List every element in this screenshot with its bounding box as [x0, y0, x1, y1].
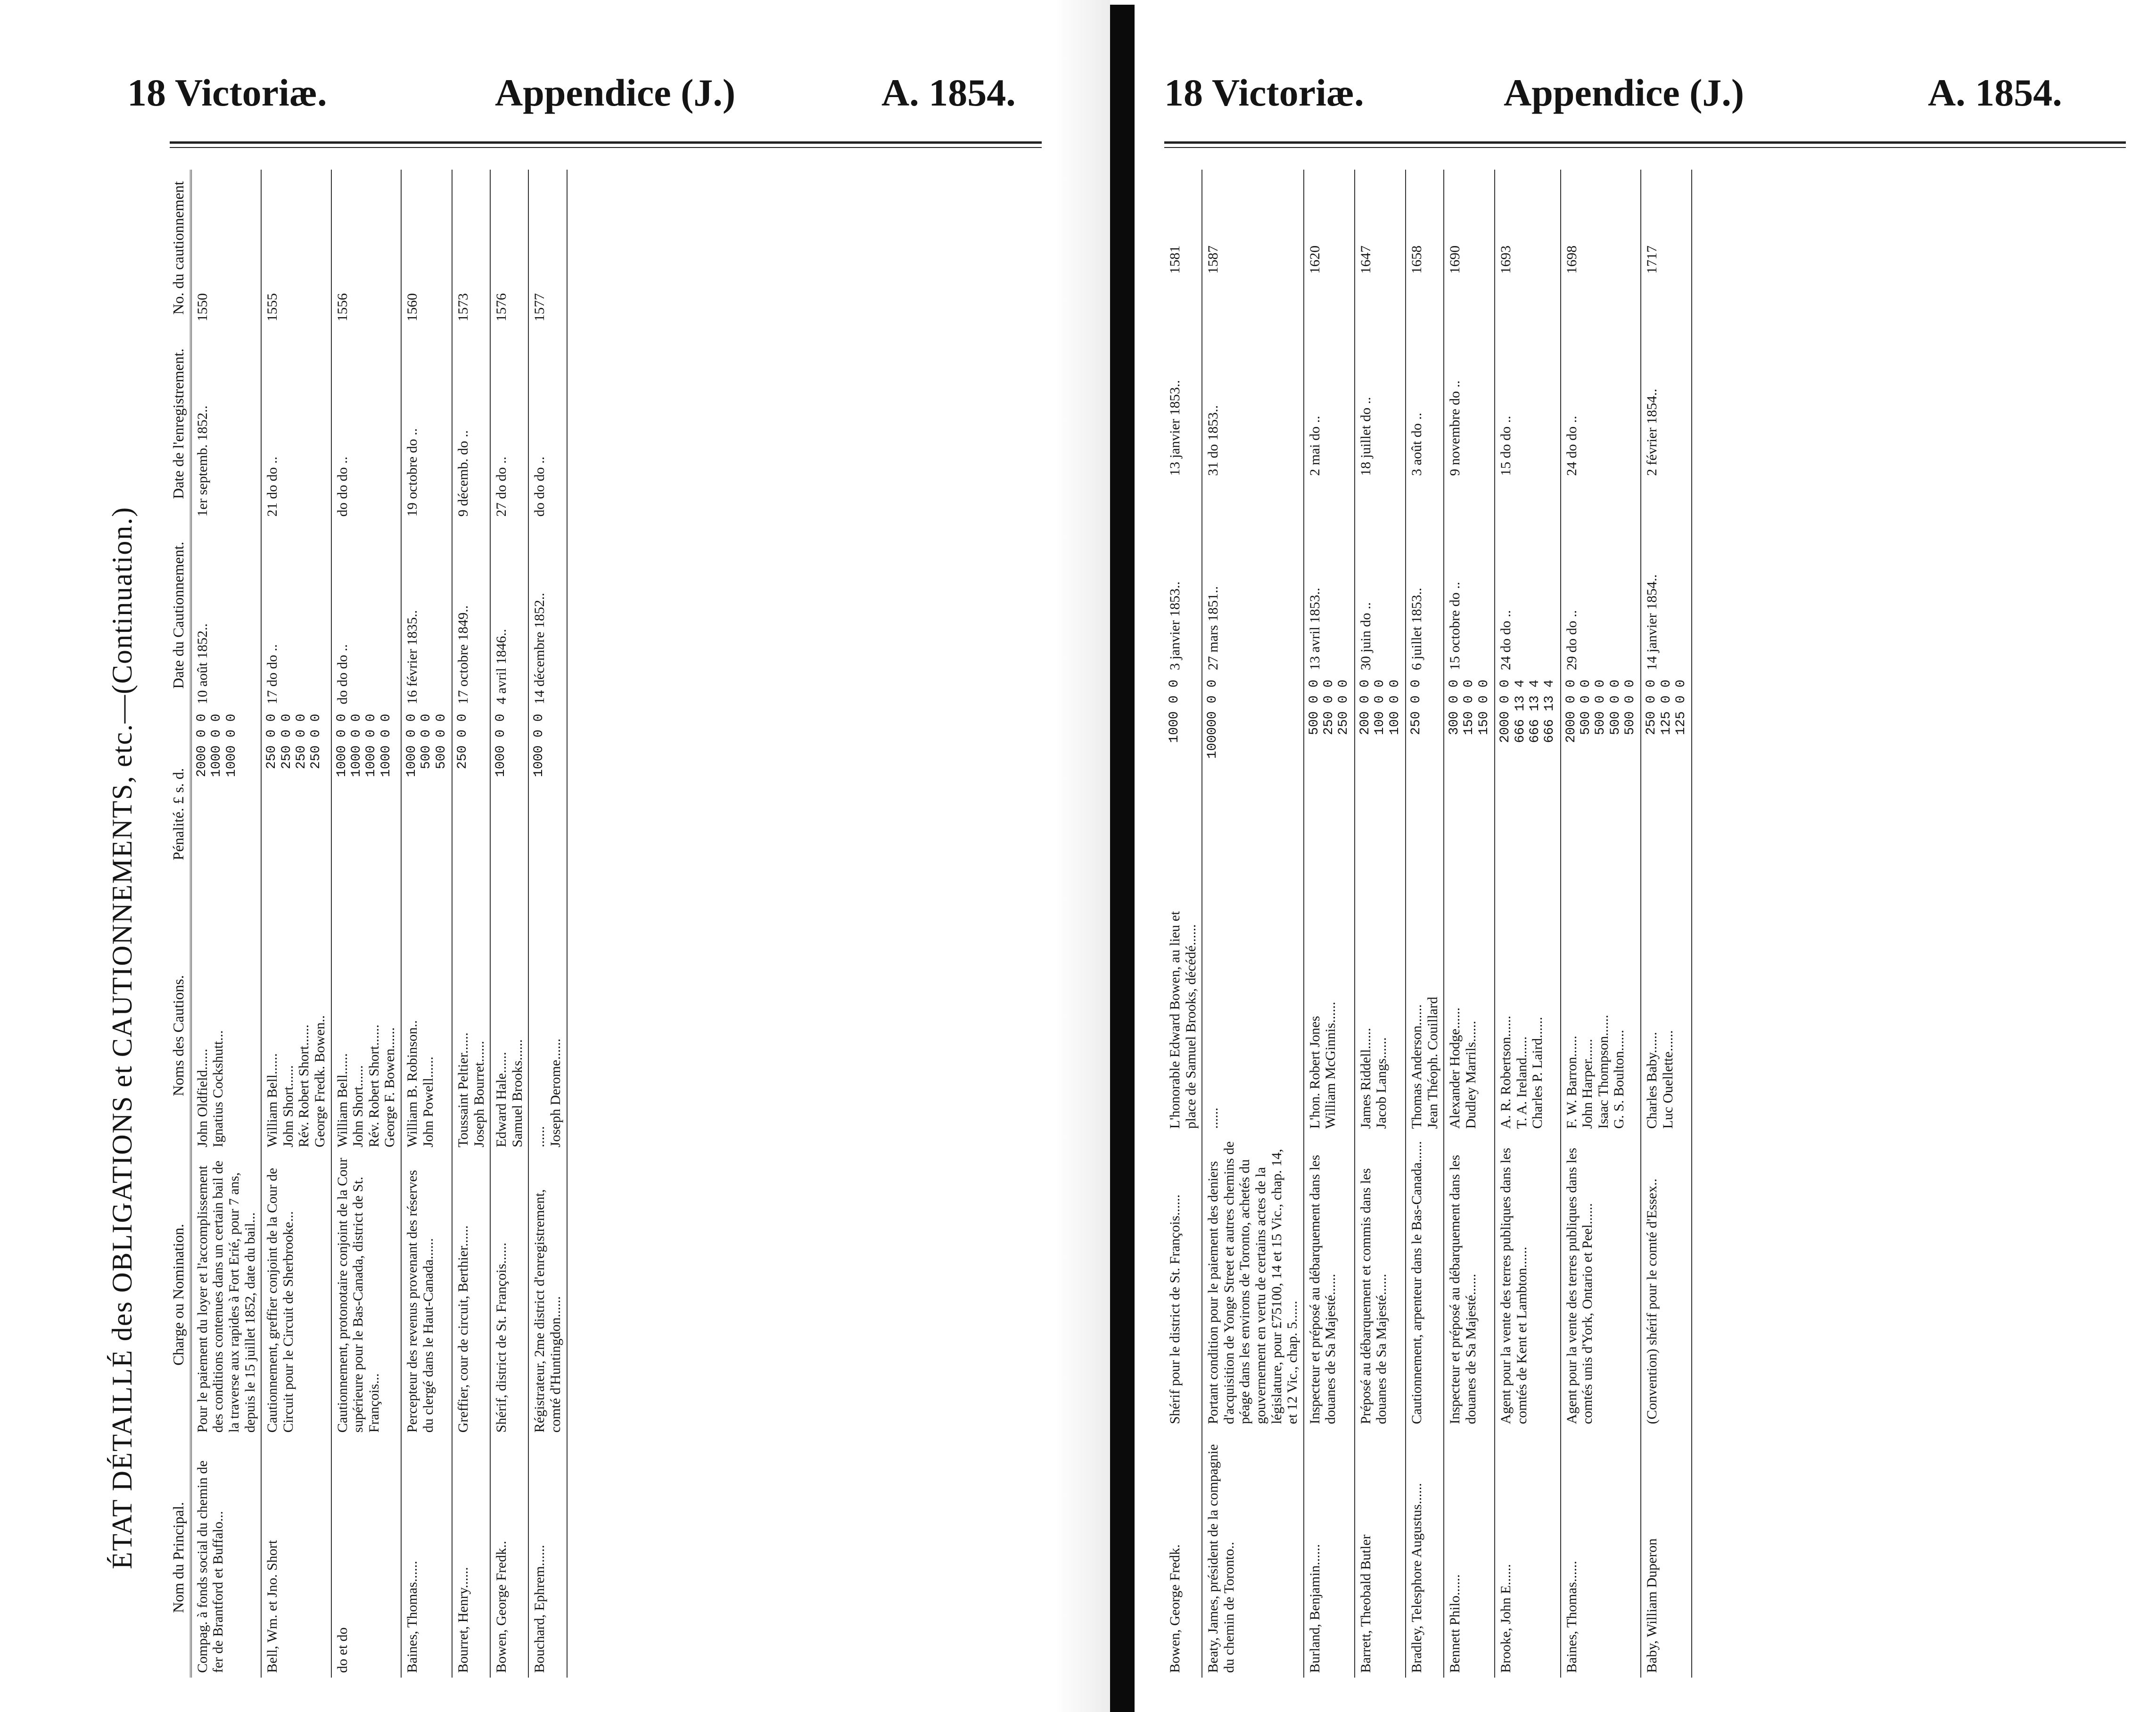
penalite-cell — [528, 709, 567, 919]
date-enregistrement-cell — [1495, 279, 1560, 481]
numero-cell — [1495, 170, 1560, 279]
principal-cell — [331, 1437, 401, 1678]
cautions-cell — [191, 919, 261, 1152]
left-page — [0, 0, 1061, 1712]
date-cautionnement-cell-text: 17 do do .. — [264, 644, 280, 704]
right-header-year: A. 1854. — [1928, 71, 2062, 114]
penalite-cell-text: 250 0 0 — [1408, 680, 1424, 735]
cautions-cell — [1202, 893, 1304, 1133]
date-enregistrement-cell-text: 15 do do .. — [1498, 416, 1514, 476]
date-enregistrement-cell — [401, 326, 452, 521]
numero-cell-text: 1576 — [494, 293, 510, 322]
principal-cell-text: Beaty, James, président de la compagnie du chemin de Toronto.. — [1205, 1444, 1237, 1673]
date-cautionnement-cell — [401, 521, 452, 709]
table-row — [1641, 170, 1692, 1678]
date-enregistrement-cell — [1164, 279, 1202, 481]
cautions-cell-text: Alexander Hodge...... Dudley Marrils...... — [1447, 1007, 1479, 1129]
numero-cell-text: 1690 — [1447, 245, 1463, 274]
cautions-cell-text: L'hon. Robert Jones William McGinnis...... — [1307, 1001, 1339, 1129]
left-header-rule — [170, 141, 1042, 144]
date-enregistrement-cell — [331, 326, 401, 521]
col-date-cautionnement: Date du Cautionnement. — [167, 521, 191, 709]
penalite-cell-text: 1000 0 0 — [1167, 680, 1182, 743]
cautions-cell-text: John Oldfield...... Ignatius Cockshutt... — [194, 1030, 226, 1147]
numero-cell-text: 1693 — [1498, 245, 1514, 274]
principal-cell-text: Bennett Philo...... — [1447, 1574, 1463, 1673]
left-obligations-table — [167, 170, 568, 1678]
date-enregistrement-cell-text: do do do .. — [532, 456, 548, 517]
table-row — [1444, 170, 1495, 1678]
principal-cell — [261, 1437, 331, 1678]
date-enregistrement-cell — [1355, 279, 1406, 481]
right-header-regnal-year: 18 Victoriæ. — [1164, 71, 1364, 114]
date-cautionnement-cell — [331, 521, 401, 709]
date-enregistrement-cell-text: 18 juillet do .. — [1358, 397, 1374, 476]
charge-cell-text: Pour le paiement du loyer et l'accomplissement des conditions contenues dans un certain bail de la traverse aux rapides à Fort Erié, pour 7 ans, depuis le 15 juillet 1852, date du bail... — [194, 1160, 258, 1433]
penalite-cell-text: 1000 0 0 — [532, 713, 547, 778]
date-cautionnement-cell — [1355, 481, 1406, 675]
principal-cell — [1406, 1429, 1444, 1678]
principal-cell — [452, 1437, 490, 1678]
right-header-rule — [1164, 141, 2126, 144]
charge-cell-text: Cautionnement, greffier conjoint de la Cour de Circuit pour le Circuit de Sherbrooke... — [264, 1168, 296, 1433]
penalite-cell — [1355, 675, 1406, 893]
penalite-cell — [401, 709, 452, 919]
numero-cell-text: 1550 — [194, 293, 210, 322]
date-enregistrement-cell — [1641, 279, 1692, 481]
penalite-cell — [1406, 675, 1444, 893]
cautions-cell — [1444, 893, 1495, 1133]
cautions-cell-text: James Riddell...... Jacob Langs...... — [1358, 1028, 1390, 1129]
numero-cell — [1444, 170, 1495, 279]
penalite-cell-text: 250 0 0 125 0 0 125 0 0 — [1644, 680, 1689, 735]
principal-cell-text: Barrett, Theobald Butler — [1358, 1534, 1374, 1673]
date-cautionnement-cell — [261, 521, 331, 709]
date-enregistrement-cell-text: 3 août do .. — [1408, 412, 1424, 476]
charge-cell — [1355, 1133, 1406, 1429]
date-cautionnement-cell-text: 13 avril 1853.. — [1307, 588, 1323, 671]
principal-cell-text: Baby, William Duperon — [1644, 1538, 1660, 1673]
numero-cell — [331, 170, 401, 326]
date-cautionnement-cell-text: 14 décembre 1852.. — [532, 593, 548, 704]
table-row — [261, 170, 331, 1678]
numero-cell — [1202, 170, 1304, 279]
principal-cell — [1561, 1429, 1641, 1678]
principal-cell-text: Compag. à fonds social du chemin de fer de Brantford et Buffalo... — [194, 1460, 226, 1673]
principal-cell — [1202, 1429, 1304, 1678]
date-cautionnement-cell-text: 27 mars 1851.. — [1205, 586, 1221, 671]
cautions-cell-text: L'honorable Edward Bowen, au lieu et place de Samuel Brooks, décédé...... — [1167, 911, 1199, 1129]
right-table-body — [1164, 170, 1692, 1678]
numero-cell-text: 1620 — [1307, 245, 1323, 274]
charge-cell-text: Cautionnement, protonotaire conjoint de la Cour supérieure pour le Bas-Canada, district de St. François... — [334, 1157, 382, 1433]
date-cautionnement-cell-text: do do do .. — [334, 644, 350, 704]
table-row — [1406, 170, 1444, 1678]
cautions-cell-text: ...... — [1205, 1107, 1221, 1129]
numero-cell — [401, 170, 452, 326]
charge-cell — [1444, 1133, 1495, 1429]
charge-cell — [1641, 1133, 1692, 1429]
date-cautionnement-cell — [452, 521, 490, 709]
table-row — [401, 170, 452, 1678]
numero-cell — [1355, 170, 1406, 279]
left-table-body — [191, 170, 567, 1678]
principal-cell-text: Baines, Thomas...... — [404, 1561, 420, 1673]
col-penalite: Pénalité. £ s. d. — [167, 709, 191, 919]
date-cautionnement-cell-text: 29 do do .. — [1564, 610, 1580, 671]
table-row — [1202, 170, 1304, 1678]
table-row — [490, 170, 528, 1678]
charge-cell — [490, 1152, 528, 1437]
cautions-cell-text: William Bell...... John Short...... Rév. Robert Short...... George F. Bowen...... — [334, 1024, 398, 1147]
charge-cell — [1202, 1133, 1304, 1429]
date-cautionnement-cell — [1304, 481, 1355, 675]
principal-cell-text: do et do — [334, 1627, 350, 1673]
date-enregistrement-cell-text: 1er septemb. 1852.. — [194, 405, 210, 517]
charge-cell — [261, 1152, 331, 1437]
charge-cell-text: (Convention) shérif pour le comté d'Essex.. — [1644, 1179, 1660, 1425]
charge-cell — [1561, 1133, 1641, 1429]
date-cautionnement-cell-text: 3 janvier 1853.. — [1167, 581, 1183, 671]
cautions-cell — [261, 919, 331, 1152]
table-row — [1304, 170, 1355, 1678]
col-cautions: Noms des Cautions. — [167, 919, 191, 1152]
cautions-cell — [490, 919, 528, 1152]
numero-cell — [1406, 170, 1444, 279]
charge-cell-text: Régistrateur, 2me district d'enregistrement, comté d'Huntingdon...... — [532, 1189, 563, 1433]
principal-cell-text: Bourret, Henry...... — [455, 1567, 471, 1673]
date-cautionnement-cell-text: 24 do do .. — [1498, 610, 1514, 671]
date-enregistrement-cell-text: 27 do do .. — [494, 456, 510, 517]
date-enregistrement-cell — [1304, 279, 1355, 481]
cautions-cell-text: F. W. Barron...... John Harper...... Isaac Thompson...... G. S. Boulton...... — [1564, 1015, 1627, 1129]
cautions-cell — [1561, 893, 1641, 1133]
charge-cell-text: Portant condition pour le paiement des deniers d'acquisition de Yonge Street et autres chemins de péage dans les environs de Toronto, achetés du gouvernement en vertu de certains actes de la législature, pour £75100, 14 et 15 Vic., chap. 14, et 12 Vic., chap. 5...... — [1205, 1141, 1300, 1425]
cautions-cell-text: ...... Joseph Derome...... — [532, 1038, 563, 1147]
left-table-header-row — [167, 170, 191, 1678]
penalite-cell-text: 1000 0 0 1000 0 0 1000 0 0 1000 0 0 — [334, 713, 394, 778]
left-header-year: A. 1854. — [881, 71, 1016, 114]
cautions-cell — [1406, 893, 1444, 1133]
penalite-cell-text: 200 0 0 100 0 0 100 0 0 — [1358, 680, 1402, 735]
left-header-regnal-year: 18 Victoriæ. — [127, 71, 327, 114]
date-enregistrement-cell-text: 2 mai do .. — [1307, 416, 1323, 476]
charge-cell — [331, 1152, 401, 1437]
principal-cell — [1641, 1429, 1692, 1678]
charge-cell-text: Shérif, district de St. François...... — [494, 1242, 510, 1433]
cautions-cell — [528, 919, 567, 1152]
charge-cell-text: Percepteur des revenus provenant des réserves du clergé dans le Haut-Canada...... — [404, 1170, 436, 1433]
col-principal: Nom du Principal. — [167, 1437, 191, 1678]
date-cautionnement-cell — [1444, 481, 1495, 675]
table-row — [528, 170, 567, 1678]
date-enregistrement-cell-text: do do do .. — [334, 456, 350, 517]
cautions-cell — [1641, 893, 1692, 1133]
date-cautionnement-cell — [191, 521, 261, 709]
penalite-cell-text: 2000 0 0 500 0 0 500 0 0 500 0 0 500 0 0 — [1564, 680, 1638, 743]
penalite-cell — [452, 709, 490, 919]
cautions-cell — [331, 919, 401, 1152]
principal-cell — [528, 1437, 567, 1678]
numero-cell-text: 1698 — [1564, 245, 1580, 274]
penalite-cell-text: 2000 0 0 666 13 4 666 13 4 666 13 4 — [1498, 680, 1557, 743]
principal-cell-text: Brooke, John E...... — [1498, 1564, 1514, 1673]
cautions-cell-text: Charles Baby...... Luc Ouellette...... — [1644, 1030, 1676, 1129]
col-charge: Charge ou Nomination. — [167, 1152, 191, 1437]
penalite-cell-text: 1000 0 0 — [494, 713, 509, 778]
right-header-appendix: Appendice (J.) — [1504, 71, 1745, 114]
col-numero: No. du cautionnement — [167, 170, 191, 326]
penalite-cell — [1495, 675, 1560, 893]
charge-cell-text: Agent pour la vente des terres publiques dans les comtés unis d'York, Ontario et Peel...... — [1564, 1147, 1596, 1425]
cautions-cell-text: Toussaint Peltier...... Joseph Bourret...... — [455, 1032, 487, 1147]
principal-cell-text: Bowen, George Fredk.. — [494, 1540, 510, 1673]
principal-cell — [401, 1437, 452, 1678]
charge-cell-text: Agent pour la vente des terres publiques dans les comtés de Kent et Lambton...... — [1498, 1147, 1530, 1425]
charge-cell-text: Préposé au débarquement et commis dans les douanes de Sa Majesté...... — [1358, 1168, 1390, 1425]
charge-cell — [1495, 1133, 1560, 1429]
penalite-cell — [1561, 675, 1641, 893]
date-cautionnement-cell-text: 6 juillet 1853.. — [1408, 588, 1424, 671]
principal-cell — [191, 1437, 261, 1678]
numero-cell — [452, 170, 490, 326]
date-enregistrement-cell — [261, 326, 331, 521]
charge-cell-text: Greffier, cour de circuit, Berthier...... — [455, 1225, 471, 1433]
table-row — [1164, 170, 1202, 1678]
numero-cell — [1561, 170, 1641, 279]
principal-cell — [1444, 1429, 1495, 1678]
date-enregistrement-cell-text: 24 do do .. — [1564, 416, 1580, 476]
cautions-cell-text: Edward Hale...... Samuel Brooks...... — [494, 1039, 525, 1147]
numero-cell-text: 1577 — [532, 293, 548, 322]
date-cautionnement-cell — [1164, 481, 1202, 675]
penalite-cell — [1304, 675, 1355, 893]
penalite-cell-text: 250 0 0 250 0 0 250 0 0 250 0 0 — [264, 713, 324, 770]
cautions-cell-text: William Bell...... John Short...... Rév. Robert Short...... George Fredk. Bowen.. — [264, 1015, 328, 1147]
cautions-cell — [1164, 893, 1202, 1133]
charge-cell — [1406, 1133, 1444, 1429]
numero-cell-text: 1658 — [1408, 245, 1424, 274]
date-enregistrement-cell-text: 9 décemb. do .. — [455, 430, 471, 517]
table-row — [1355, 170, 1406, 1678]
gutter-shadow — [1056, 0, 1110, 1712]
principal-cell — [1355, 1429, 1406, 1678]
date-cautionnement-cell — [1641, 481, 1692, 675]
date-enregistrement-cell — [490, 326, 528, 521]
date-enregistrement-cell-text: 2 février 1854.. — [1644, 388, 1660, 476]
charge-cell-text: Inspecteur et préposé au débarquement dans les douanes de Sa Majesté...... — [1307, 1155, 1339, 1425]
penalite-cell-text: 1000 0 0 500 0 0 500 0 0 — [404, 713, 449, 778]
numero-cell — [1164, 170, 1202, 279]
numero-cell — [490, 170, 528, 326]
penalite-cell — [191, 709, 261, 919]
principal-cell — [1164, 1429, 1202, 1678]
penalite-cell — [1164, 675, 1202, 893]
penalite-cell-text: 100000 0 0 — [1205, 680, 1220, 759]
date-enregistrement-cell — [1406, 279, 1444, 481]
penalite-cell — [331, 709, 401, 919]
principal-cell-text: Bell, Wm. et Jno. Short — [264, 1540, 280, 1673]
cautions-cell — [1304, 893, 1355, 1133]
numero-cell-text: 1573 — [455, 293, 471, 322]
date-cautionnement-cell — [1495, 481, 1560, 675]
date-cautionnement-cell-text: 10 août 1852.. — [194, 623, 210, 704]
table-row — [452, 170, 490, 1678]
penalite-cell — [490, 709, 528, 919]
numero-cell-text: 1556 — [334, 293, 350, 322]
date-cautionnement-cell-text: 17 octobre 1849.. — [455, 605, 471, 704]
date-cautionnement-cell-text: 16 février 1835.. — [404, 610, 420, 704]
date-cautionnement-cell-text: 15 octobre do .. — [1447, 582, 1463, 671]
penalite-cell — [261, 709, 331, 919]
numero-cell-text: 1717 — [1644, 245, 1660, 274]
penalite-cell-text: 300 0 0 150 0 0 150 0 0 — [1447, 680, 1491, 735]
date-enregistrement-cell-text: 21 do do .. — [264, 456, 280, 517]
charge-cell — [452, 1152, 490, 1437]
charge-cell — [191, 1152, 261, 1437]
book-spine — [1110, 5, 1135, 1712]
cautions-cell-text: William B. Robinson.. John Powell...... — [404, 1020, 436, 1147]
principal-cell-text: Bowen, George Fredk. — [1167, 1544, 1183, 1673]
right-obligations-table — [1164, 170, 1692, 1678]
cautions-cell — [401, 919, 452, 1152]
charge-cell — [1164, 1133, 1202, 1429]
numero-cell — [528, 170, 567, 326]
penalite-cell-text: 2000 0 0 1000 0 0 1000 0 0 — [194, 713, 239, 778]
principal-cell — [1304, 1429, 1355, 1678]
date-cautionnement-cell — [490, 521, 528, 709]
left-table-title: ÉTAT DÉTAILLÉ des OBLIGATIONS et CAUTIONNEMENTS, etc.—(Continuation.) — [107, 506, 138, 1569]
date-enregistrement-cell — [452, 326, 490, 521]
date-enregistrement-cell — [191, 326, 261, 521]
principal-cell — [1495, 1429, 1560, 1678]
penalite-cell-text: 250 0 0 — [455, 713, 470, 770]
numero-cell — [1304, 170, 1355, 279]
date-cautionnement-cell — [1202, 481, 1304, 675]
date-enregistrement-cell-text: 13 janvier 1853.. — [1167, 380, 1183, 476]
numero-cell — [261, 170, 331, 326]
table-row — [1561, 170, 1641, 1678]
principal-cell-text: Baines, Thomas...... — [1564, 1561, 1580, 1673]
penalite-cell-text: 500 0 0 250 0 0 250 0 0 — [1307, 680, 1351, 735]
numero-cell-text: 1647 — [1358, 245, 1374, 274]
numero-cell-text: 1560 — [404, 293, 420, 322]
charge-cell-text: Cautionnement, arpenteur dans le Bas-Canada...... — [1408, 1141, 1424, 1425]
charge-cell-text: Inspecteur et préposé au débarquement dans les douanes de Sa Majesté...... — [1447, 1155, 1479, 1425]
numero-cell-text: 1581 — [1167, 245, 1183, 274]
date-enregistrement-cell-text: 9 novembre do .. — [1447, 380, 1463, 476]
date-cautionnement-cell-text: 4 avril 1846.. — [494, 629, 510, 704]
penalite-cell — [1202, 675, 1304, 893]
cautions-cell-text: A. R. Robertson...... T. A. Ireland...... Charles P. Laird...... — [1498, 1016, 1546, 1129]
charge-cell — [1304, 1133, 1355, 1429]
table-row — [331, 170, 401, 1678]
penalite-cell — [1641, 675, 1692, 893]
date-enregistrement-cell — [1444, 279, 1495, 481]
cautions-cell-text: Thomas Anderson...... Jean Théoph. Couillard — [1408, 997, 1440, 1129]
numero-cell — [191, 170, 261, 326]
date-enregistrement-cell — [1561, 279, 1641, 481]
principal-cell-text: Burland, Benjamin...... — [1307, 1544, 1323, 1673]
penalite-cell — [1444, 675, 1495, 893]
date-enregistrement-cell — [528, 326, 567, 521]
principal-cell — [490, 1437, 528, 1678]
col-date-enregistrement: Date de l'enregistrement. — [167, 326, 191, 521]
date-enregistrement-cell-text: 31 do 1853.. — [1205, 405, 1221, 476]
charge-cell — [528, 1152, 567, 1437]
cautions-cell — [1355, 893, 1406, 1133]
charge-cell — [401, 1152, 452, 1437]
date-enregistrement-cell — [1202, 279, 1304, 481]
left-header-rule-thin — [170, 147, 1042, 148]
table-row — [1495, 170, 1560, 1678]
cautions-cell — [452, 919, 490, 1152]
right-header-rule-thin — [1164, 147, 2126, 148]
charge-cell-text: Shérif pour le district de St. François...... — [1167, 1194, 1183, 1425]
date-cautionnement-cell — [1561, 481, 1641, 675]
date-cautionnement-cell-text: 14 janvier 1854.. — [1644, 574, 1660, 671]
numero-cell-text: 1587 — [1205, 245, 1221, 274]
numero-cell — [1641, 170, 1692, 279]
left-header-appendix: Appendice (J.) — [495, 71, 736, 114]
numero-cell-text: 1555 — [264, 293, 280, 322]
date-enregistrement-cell-text: 19 octobre do .. — [404, 428, 420, 517]
principal-cell-text: Bouchard, Ephrem...... — [532, 1545, 548, 1673]
cautions-cell — [1495, 893, 1560, 1133]
right-page — [1136, 0, 2156, 1712]
date-cautionnement-cell-text: 30 juin do .. — [1358, 602, 1374, 671]
date-cautionnement-cell — [528, 521, 567, 709]
table-row — [191, 170, 261, 1678]
principal-cell-text: Bradley, Telesphore Augustus...... — [1408, 1483, 1424, 1673]
date-cautionnement-cell — [1406, 481, 1444, 675]
